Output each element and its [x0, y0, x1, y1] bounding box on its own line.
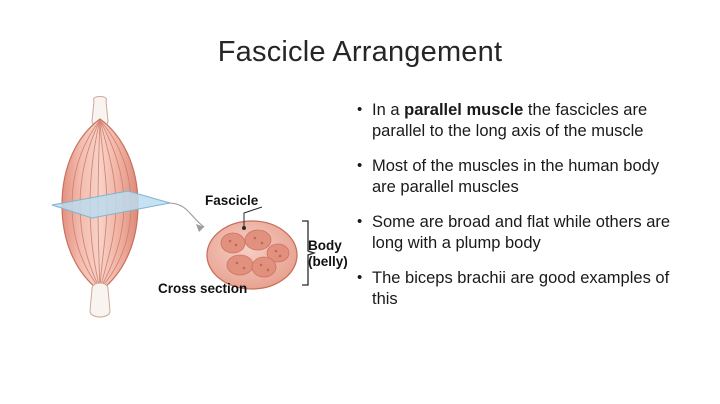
cross-section-label: Cross section: [158, 281, 248, 296]
bullet-marker: •: [357, 156, 363, 174]
bullet-marker: •: [357, 212, 363, 230]
bullet-text: In a parallel muscle the fascicles are parallel to the long axis of the muscle: [372, 101, 648, 141]
list-item: [355, 100, 685, 143]
bullet-list: [355, 100, 685, 324]
fascicle-label: Fascicle: [205, 193, 259, 208]
bullet-marker: •: [357, 268, 363, 286]
list-item: [355, 156, 685, 199]
list-item: [355, 212, 685, 255]
muscle-figure: [30, 95, 350, 375]
bullet-text: The biceps brachii are good examples of this: [372, 268, 670, 309]
cross-section-illustration: [207, 207, 297, 289]
body-label-line2: (belly): [308, 253, 348, 269]
page-title: Fascicle Arrangement: [217, 36, 503, 68]
leader-line: [168, 203, 204, 232]
bullet-text: Most of the muscles in the human body are parallel muscles: [372, 156, 660, 197]
bullet-text: Some are broad and flat while others are long with a plump body: [372, 212, 671, 253]
body-belly-label: [308, 238, 348, 269]
list-item: [355, 268, 685, 311]
fascicle-diagram-svg: [30, 95, 350, 375]
body-label-line1: Body: [308, 238, 342, 253]
bullet-marker: •: [357, 101, 363, 118]
